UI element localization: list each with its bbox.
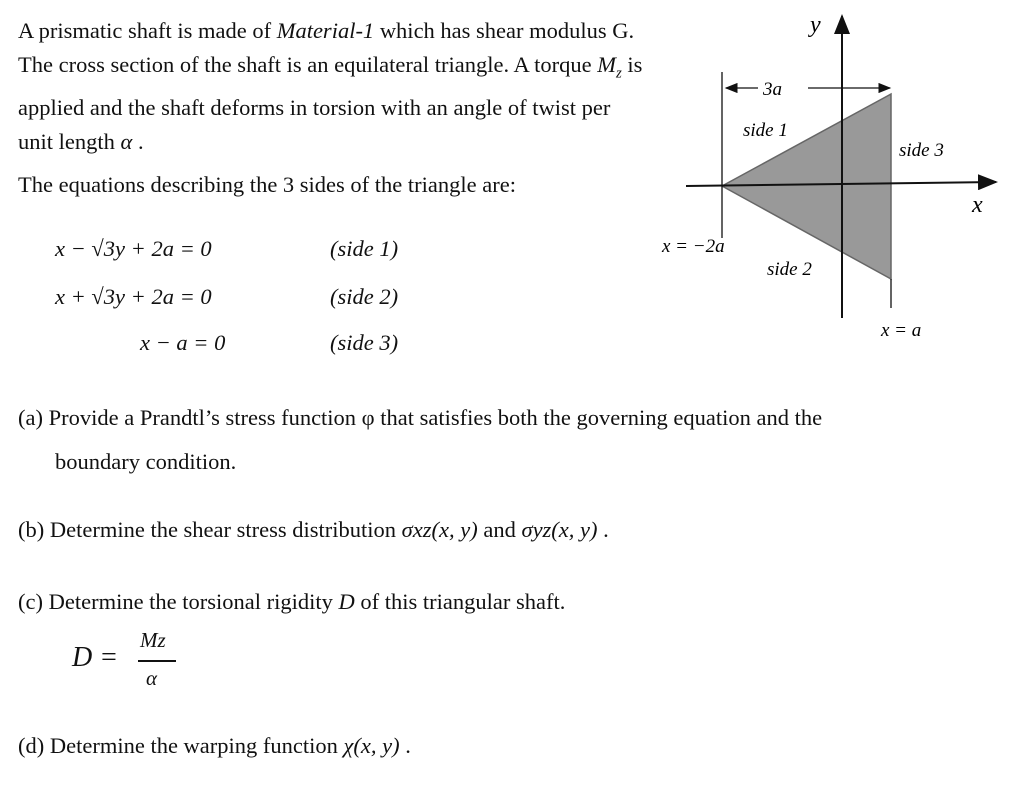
question-b-text: (b) Determine the shear stress distribution <box>18 517 402 542</box>
equation-side2-label: (side 2) <box>330 284 399 309</box>
formula-denominator: α <box>146 666 158 690</box>
question-b-end: . <box>597 517 609 542</box>
right-bound-label: x = a <box>881 320 922 341</box>
formula-lhs: D = <box>72 642 119 673</box>
equation-side1-label: (side 1) <box>330 236 399 261</box>
alpha-symbol: α <box>120 128 133 154</box>
fraction-bar <box>138 660 176 662</box>
intro-text-4: . <box>132 128 144 154</box>
question-d <box>18 724 411 768</box>
question-d-text: (d) Determine the warping function <box>18 733 344 758</box>
equation-side3: x − a = 0 <box>140 330 226 355</box>
warping-function: χ(x, y) <box>343 733 400 758</box>
question-a-line2: boundary condition. <box>55 449 237 474</box>
question-c-text: (c) Determine the torsional rigidity <box>18 589 339 614</box>
equation-side3-label: (side 3) <box>330 330 399 355</box>
formula-numerator: Mz <box>140 628 166 652</box>
equation-side2: x + √3y + 2a = 0 <box>55 284 212 309</box>
side3-label: side 3 <box>899 140 944 161</box>
question-c-end: of this triangular shaft. <box>354 589 566 614</box>
question-a <box>18 396 1008 484</box>
question-b <box>18 508 609 552</box>
material-name: Material-1 <box>276 18 375 43</box>
intro-text-1: A prismatic shaft is made of <box>18 18 277 43</box>
question-b-and: and <box>477 517 522 542</box>
torque-symbol: M <box>597 52 616 77</box>
rigidity-symbol: D <box>338 589 355 614</box>
problem-statement <box>18 14 648 159</box>
equation-side1: x − √3y + 2a = 0 <box>55 236 212 261</box>
torque-subscript: z <box>615 65 622 82</box>
triangle-cross-section-figure <box>650 0 1020 360</box>
x-axis-label: x <box>972 192 983 218</box>
equations-heading: The equations describing the 3 sides of the triangle are: <box>18 172 516 197</box>
side1-label: side 1 <box>743 120 788 141</box>
sigma-yz: σyz(x, y) <box>521 517 598 542</box>
question-c <box>18 580 565 624</box>
intro-text-2: which has shear modulus G. The cross section of the shaft is an equilateral triangle. A torque <box>18 18 635 77</box>
y-axis-label: y <box>810 12 821 38</box>
intro-text-3: is applied and the shaft deforms in torsion with an angle of twist per unit length <box>18 52 643 154</box>
width-label: 3a <box>763 79 782 100</box>
left-bound-label: x = −2a <box>662 236 725 257</box>
question-d-end: . <box>399 733 411 758</box>
sigma-xz: σxz(x, y) <box>401 517 478 542</box>
question-a-line1: (a) Provide a Prandtl’s stress function φ that satisfies both the governing equation and the <box>18 405 823 430</box>
side2-label: side 2 <box>767 259 812 280</box>
rigidity-formula <box>72 628 192 698</box>
